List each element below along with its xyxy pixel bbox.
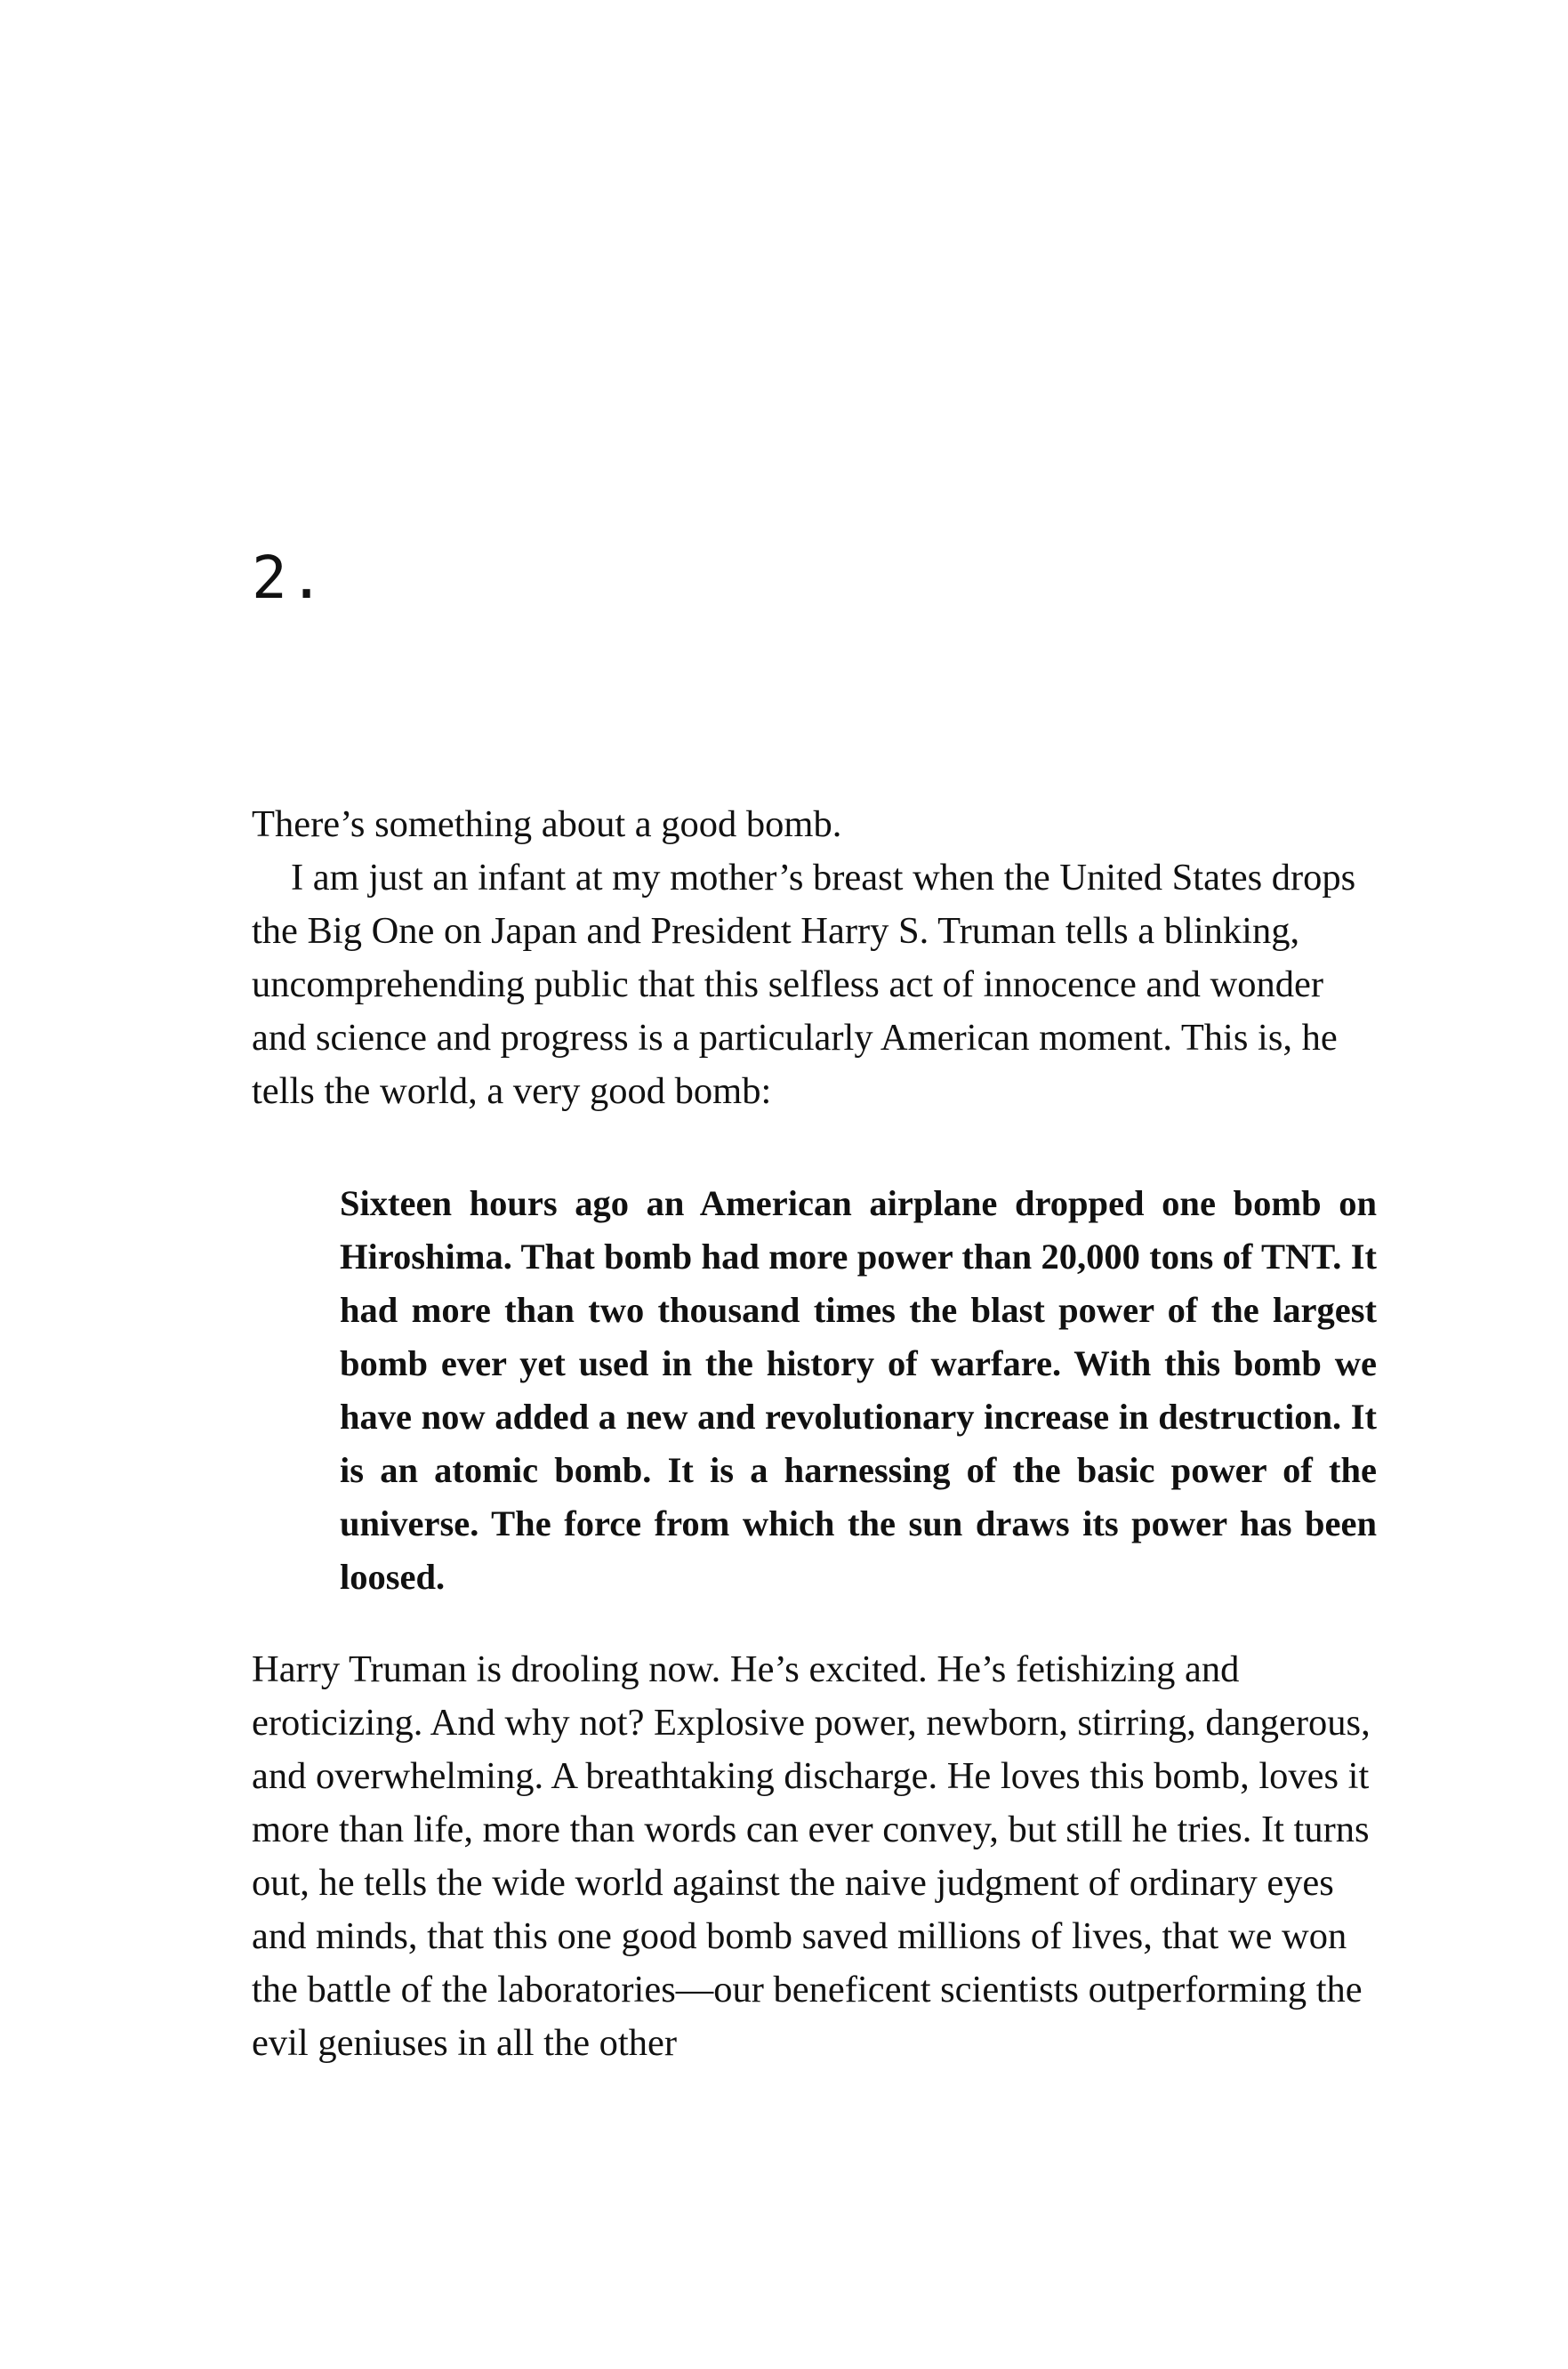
opening-paragraph: There’s something about a good bomb.	[252, 803, 842, 845]
infant-paragraph: I am just an infant at my mother’s breast when the United States drops the Big One on Japan and President Harry S. Truman tells a blinking, uncomprehending public that this selfless act of innocence and wonder and science and progress is a particularly American moment. This is, he tells the world, a very good bomb:	[252, 857, 1356, 1112]
truman-quote: Sixteen hours ago an American airplane dropped one bomb on Hiroshima. That bomb had more power than 20,000 tons of TNT. It had more than two thousand times the blast power of the largest bomb ever yet used in the history of warfare. With this bomb we have now added a new and revolutionary increase in destruction. It is an atomic bomb. It is a harnessing of the basic power of the universe. The force from which the sun draws its power has been loosed.	[340, 1183, 1377, 1597]
post-quote-text-block	[252, 1643, 1377, 2070]
chapter-number: 2.	[252, 544, 326, 612]
truman-paragraph: Harry Truman is drooling now. He’s excited. He’s fetishizing and eroticizing. And why not? Explosive power, newborn, stirring, dangerous, and overwhelming. A breathtaking discharge. He loves this bomb, loves it more than life, more than words can ever convey, but still he tries. It turns out, he tells the wide world against the naive judgment of ordinary eyes and minds, that this one good bomb saved millions of lives, that we won the battle of the laboratories—our beneficent scientists outperforming the evil geniuses in all the other	[252, 1648, 1371, 2064]
intro-text-block	[252, 798, 1377, 1118]
